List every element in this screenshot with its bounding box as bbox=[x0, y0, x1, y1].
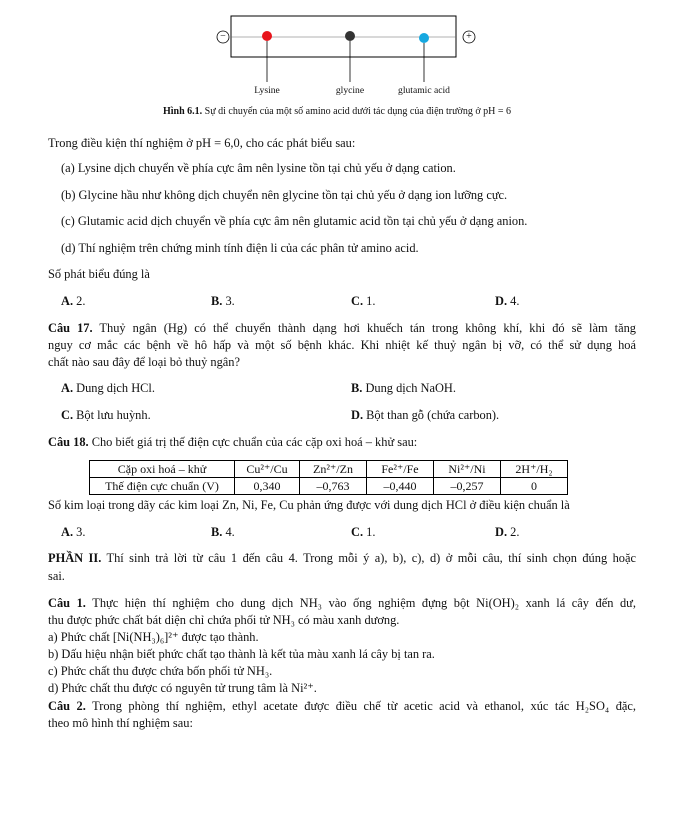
electrode-potential-table bbox=[89, 460, 568, 495]
option-text: 1. bbox=[363, 525, 376, 539]
option-text: Dung dịch HCl. bbox=[73, 381, 155, 395]
option-letter: B. bbox=[211, 525, 223, 539]
q16-option-a[interactable] bbox=[61, 294, 85, 308]
table-cell: 2H⁺/H₂ bbox=[501, 461, 568, 478]
table-row bbox=[90, 478, 568, 495]
option-letter: B. bbox=[211, 294, 223, 308]
q18-option-a[interactable] bbox=[61, 525, 85, 539]
plus-label: + bbox=[466, 31, 472, 42]
q18-ask: Số kim loại trong dãy các kim loại Zn, Ni, Fe, Cu phản ứng được với dung dịch HCl ở điều kiện chuẩn là bbox=[48, 498, 570, 512]
table-cell: Fe²⁺/Fe bbox=[367, 461, 434, 478]
question-label: Câu 1. bbox=[48, 596, 86, 610]
c2-line-1 bbox=[48, 699, 636, 713]
option-letter: A. bbox=[61, 381, 74, 395]
option-text: 1. bbox=[363, 294, 376, 308]
question-label: Câu 2. bbox=[48, 699, 86, 713]
table-cell: Ni²⁺/Ni bbox=[434, 461, 501, 478]
question-text: Thực hiện thí nghiệm cho dung dịch NH₃ vào ống nghiệm đựng bột Ni(OH)₂ xanh lá cây đến dư, bbox=[85, 596, 636, 610]
question-text: Trong phòng thí nghiệm, ethyl acetate được điều chế từ acetic acid và ethanol, xúc tác H₂SO₄ đặc, bbox=[85, 699, 636, 713]
option-text: 4. bbox=[507, 294, 520, 308]
q16-option-c[interactable] bbox=[351, 294, 375, 308]
q16-statement-a: (a) Lysine dịch chuyển về phía cực âm nên lysine tồn tại chủ yếu ở dạng cation. bbox=[61, 161, 456, 175]
section-text: Thí sinh trả lời từ câu 1 đến câu 4. Trong mỗi ý a), b), c), d) ở mỗi câu, thí sinh chọn đúng hoặc bbox=[101, 551, 636, 565]
table-cell: –0,440 bbox=[367, 478, 434, 495]
glutamic-acid-label: glutamic acid bbox=[398, 85, 450, 96]
glycine-label: glycine bbox=[335, 85, 365, 96]
part2-line-2: sai. bbox=[48, 569, 65, 583]
option-text: 3. bbox=[222, 294, 235, 308]
option-letter: D. bbox=[351, 408, 364, 422]
glutamic-acid-dot bbox=[419, 33, 429, 43]
option-letter: C. bbox=[351, 294, 364, 308]
question-text: Cho biết giá trị thế điện cực chuẩn của các cặp oxi hoá – khử sau: bbox=[88, 435, 418, 449]
q16-statement-b: (b) Glycine hầu như không dịch chuyển nên glycine tồn tại chủ yếu ở dạng ion lưỡng cực. bbox=[61, 188, 508, 202]
lysine-label: Lysine bbox=[254, 85, 280, 96]
lysine-dot bbox=[262, 31, 272, 41]
option-letter: D. bbox=[495, 525, 508, 539]
option-letter: A. bbox=[61, 525, 74, 539]
q17-line-2: nguy cơ mắc các bệnh về hô hấp và một số bệnh khác. Khi nhiệt kế thuỷ ngân bị vỡ, có thể sử dụng hoá bbox=[48, 338, 636, 352]
c1-statement-c: c) Phức chất thu được chứa bốn phối tử NH₃. bbox=[48, 664, 273, 678]
table-cell: 0 bbox=[501, 478, 568, 495]
figure-caption bbox=[0, 106, 674, 117]
table-cell: 0,340 bbox=[235, 478, 300, 495]
caption-number: Hình 6.1. bbox=[162, 106, 203, 117]
option-text: Bột lưu huỳnh. bbox=[73, 408, 151, 422]
q17-line-1 bbox=[48, 321, 636, 335]
q17-option-b[interactable] bbox=[351, 381, 456, 395]
glycine-dot bbox=[345, 31, 355, 41]
q16-option-b[interactable] bbox=[211, 294, 235, 308]
option-letter: B. bbox=[351, 381, 363, 395]
q16-intro: Trong điều kiện thí nghiệm ở pH = 6,0, cho các phát biểu sau: bbox=[48, 136, 356, 150]
option-text: 3. bbox=[73, 525, 86, 539]
c2-line-2: theo mô hình thí nghiệm sau: bbox=[48, 716, 193, 730]
table-cell: –0,763 bbox=[300, 478, 367, 495]
option-text: Bột than gỗ (chứa carbon). bbox=[363, 408, 500, 422]
part2-line-1 bbox=[48, 551, 636, 565]
q18-option-c[interactable] bbox=[351, 525, 375, 539]
q17-option-d[interactable] bbox=[351, 408, 499, 422]
option-text: 2. bbox=[73, 294, 86, 308]
option-text: 4. bbox=[222, 525, 235, 539]
option-letter: D. bbox=[495, 294, 508, 308]
q16-option-d[interactable] bbox=[495, 294, 519, 308]
q16-statement-d: (d) Thí nghiệm trên chứng minh tính điện li của các phân tử amino acid. bbox=[61, 241, 419, 255]
question-text: Thuỷ ngân (Hg) có thể chuyển thành dạng hơi khuếch tán trong không khí, khi đó sẽ làm tăng bbox=[92, 321, 637, 335]
table-row bbox=[90, 461, 568, 478]
table-header-couple: Cặp oxi hoá – khử bbox=[90, 461, 235, 478]
c1-line-2: thu được phức chất bát diện chỉ chứa phối tử NH₃ có màu xanh dương. bbox=[48, 613, 400, 627]
q17-option-a[interactable] bbox=[61, 381, 155, 395]
c1-statement-d: d) Phức chất thu được có nguyên tử trung tâm là Ni²⁺. bbox=[48, 681, 317, 695]
q18-intro bbox=[48, 435, 417, 449]
question-label: Câu 17. bbox=[48, 321, 93, 335]
c1-statement-b: b) Dấu hiệu nhận biết phức chất tạo thành là kết tủa màu xanh lá cây bị tan ra. bbox=[48, 647, 435, 661]
q18-option-d[interactable] bbox=[495, 525, 519, 539]
option-text: Dung dịch NaOH. bbox=[362, 381, 456, 395]
c1-line-1 bbox=[48, 596, 636, 610]
option-letter: C. bbox=[351, 525, 364, 539]
question-label: Câu 18. bbox=[48, 435, 89, 449]
option-letter: C. bbox=[61, 408, 74, 422]
table-cell: Zn²⁺/Zn bbox=[300, 461, 367, 478]
c1-statement-a: a) Phức chất [Ni(NH₃)₆]²⁺ được tạo thành. bbox=[48, 630, 259, 644]
minus-label: − bbox=[220, 31, 226, 42]
table-cell: Cu²⁺/Cu bbox=[235, 461, 300, 478]
table-header-potential: Thế điện cực chuẩn (V) bbox=[90, 478, 235, 495]
table-cell: –0,257 bbox=[434, 478, 501, 495]
q17-option-c[interactable] bbox=[61, 408, 151, 422]
q17-line-3: chất nào sau đây để loại bỏ thuỷ ngân? bbox=[48, 355, 240, 369]
caption-text: Sự di chuyển của một số amino acid dưới tác dụng của điện trường ở pH = 6 bbox=[202, 106, 511, 117]
q16-statement-c: (c) Glutamic acid dịch chuyển về phía cực âm nên glutamic acid tồn tại chủ yếu ở dạng anion. bbox=[61, 214, 528, 228]
option-letter: A. bbox=[61, 294, 74, 308]
q16-ask: Số phát biểu đúng là bbox=[48, 267, 150, 281]
q18-option-b[interactable] bbox=[211, 525, 235, 539]
option-text: 2. bbox=[507, 525, 520, 539]
section-label: PHẦN II. bbox=[48, 551, 102, 565]
